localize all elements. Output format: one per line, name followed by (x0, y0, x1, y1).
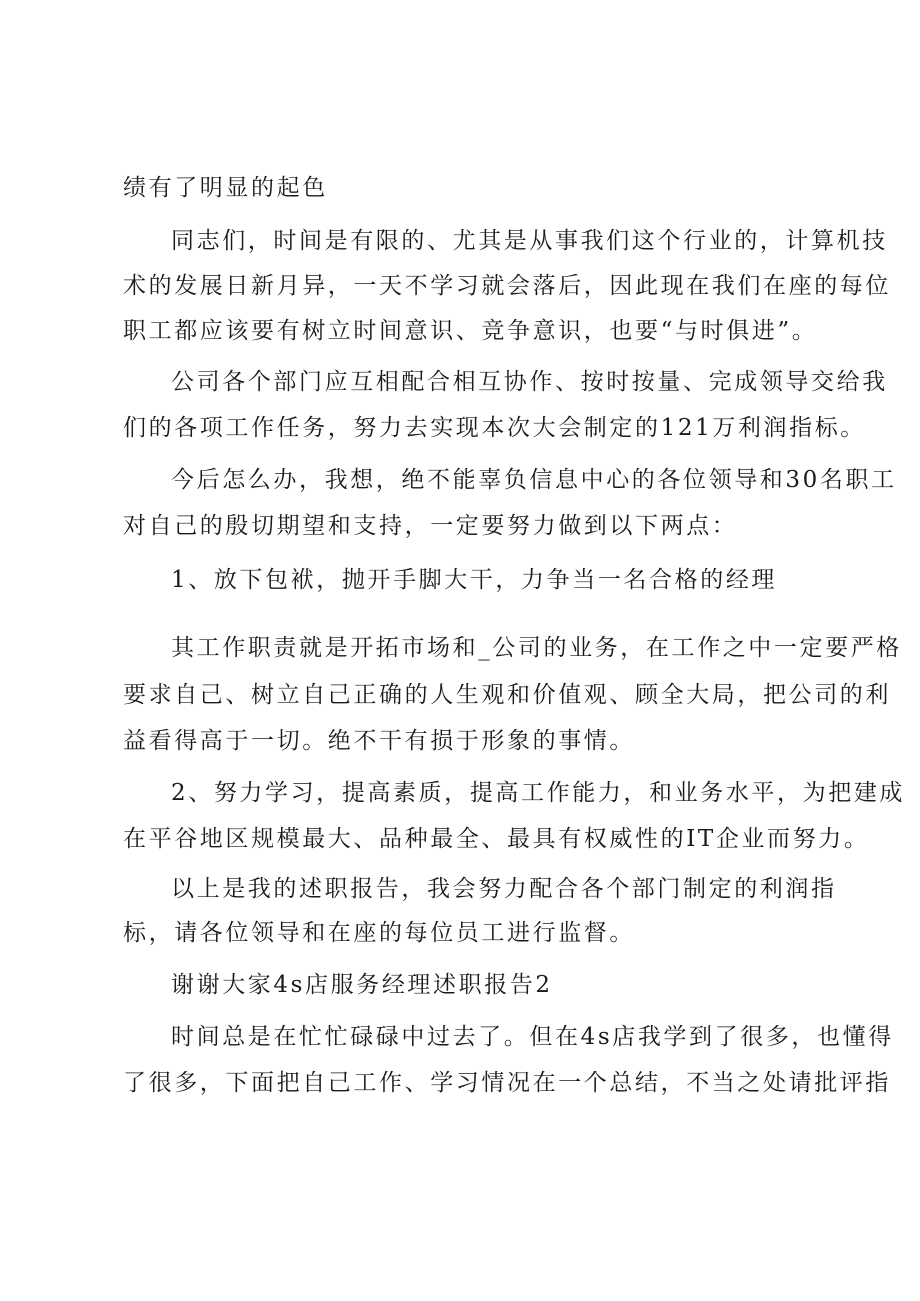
text-line: 标，请各位领导和在座的每位员工进行监督。 (123, 920, 635, 946)
text-line: 术的发展日新月异，一天不学习就会落后，因此现在我们在座的每位 (123, 273, 891, 299)
section-title: 谢谢大家4s店服务经理述职报告2 (171, 972, 553, 998)
text-line: 在平谷地区规模最大、品种最全、最具有权威性的IT企业而努力。 (123, 826, 870, 852)
numbered-paragraph-start: 2、努力学习，提高素质，提高工作能力，和业务水平，为把建成 (171, 780, 906, 806)
text-line: 们的各项工作任务，努力去实现本次大会制定的121万利润指标。 (123, 415, 866, 441)
text-line: 职工都应该要有树立时间意识、竞争意识，也要“与时俱进”。 (123, 318, 818, 344)
numbered-heading: 1、放下包袱，抛开手脚大干，力争当一名合格的经理 (171, 567, 778, 593)
paragraph-start: 时间总是在忙忙碌碌中过去了。但在4s店我学到了很多，也懂得 (171, 1024, 894, 1050)
text-line: 益看得高于一切。绝不干有损于形象的事情。 (123, 728, 635, 754)
text-line: 绩有了明显的起色 (123, 175, 328, 201)
text-line: 要求自己、树立自己正确的人生观和价值观、顾全大局，把公司的利 (123, 682, 891, 708)
paragraph-start: 公司各个部门应互相配合相互协作、按时按量、完成领导交给我 (171, 369, 888, 395)
paragraph-start: 今后怎么办，我想，绝不能辜负信息中心的各位领导和30名职工 (171, 467, 897, 493)
paragraph-start: 其工作职责就是开拓市场和_公司的业务，在工作之中一定要严格 (171, 635, 902, 661)
text-line: 了很多，下面把自己工作、学习情况在一个总结，不当之处请批评指 (123, 1070, 891, 1096)
paragraph-start: 同志们，时间是有限的、尤其是从事我们这个行业的，计算机技 (171, 228, 888, 254)
paragraph-start: 以上是我的述职报告，我会努力配合各个部门制定的利润指 (171, 876, 837, 902)
text-line: 对自己的殷切期望和支持，一定要努力做到以下两点： (123, 513, 738, 539)
